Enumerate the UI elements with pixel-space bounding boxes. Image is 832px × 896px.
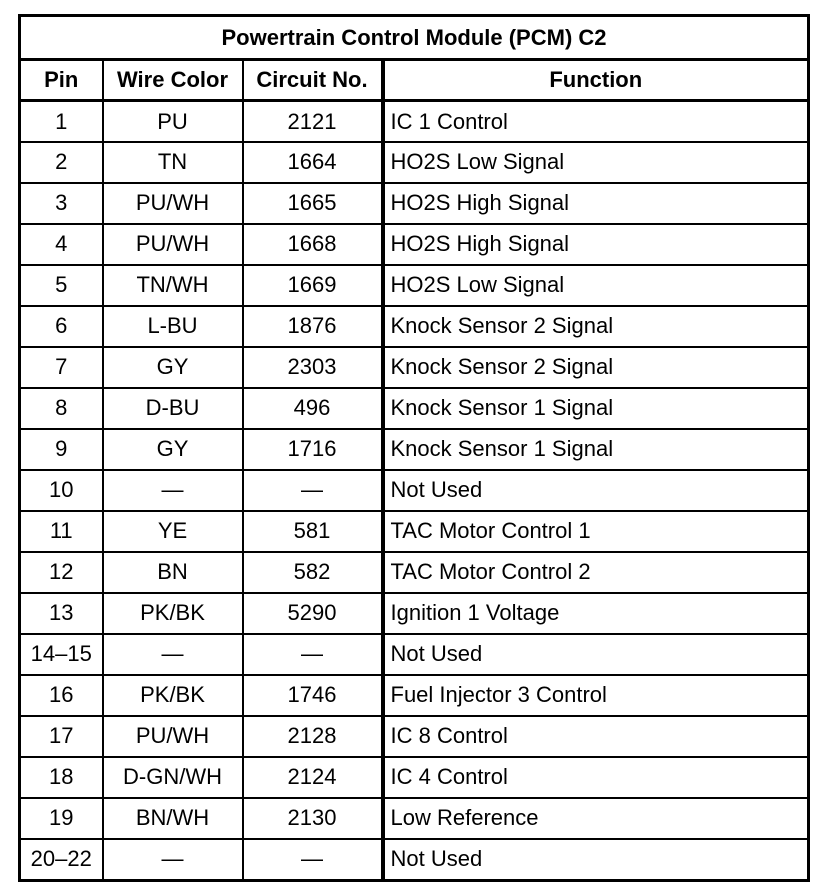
cell-function: HO2S High Signal: [383, 224, 809, 265]
cell-wire-color: PK/BK: [103, 675, 243, 716]
cell-circuit-no: 581: [243, 511, 383, 552]
table-row: [20, 224, 809, 265]
table-row: [20, 675, 809, 716]
cell-function: HO2S Low Signal: [383, 265, 809, 306]
cell-function: HO2S High Signal: [383, 183, 809, 224]
cell-pin: 12: [20, 552, 103, 593]
cell-pin: 20–22: [20, 839, 103, 881]
table-body: [20, 101, 809, 881]
table-row: [20, 265, 809, 306]
cell-circuit-no: 2130: [243, 798, 383, 839]
cell-wire-color: BN/WH: [103, 798, 243, 839]
cell-function: IC 1 Control: [383, 101, 809, 143]
cell-pin: 2: [20, 142, 103, 183]
cell-pin: 6: [20, 306, 103, 347]
header-pin: Pin: [20, 60, 103, 101]
cell-wire-color: PU: [103, 101, 243, 143]
cell-pin: 11: [20, 511, 103, 552]
table-title: Powertrain Control Module (PCM) C2: [20, 16, 809, 60]
table-row: [20, 142, 809, 183]
cell-wire-color: PU/WH: [103, 183, 243, 224]
cell-circuit-no: 2121: [243, 101, 383, 143]
cell-wire-color: PU/WH: [103, 224, 243, 265]
cell-function: Not Used: [383, 839, 809, 881]
cell-circuit-no: 582: [243, 552, 383, 593]
header-circuit-no: Circuit No.: [243, 60, 383, 101]
cell-pin: 17: [20, 716, 103, 757]
cell-wire-color: PK/BK: [103, 593, 243, 634]
table-row: [20, 511, 809, 552]
cell-pin: 3: [20, 183, 103, 224]
cell-pin: 13: [20, 593, 103, 634]
header-function: Function: [383, 60, 809, 101]
cell-function: Fuel Injector 3 Control: [383, 675, 809, 716]
cell-circuit-no: 1669: [243, 265, 383, 306]
cell-wire-color: D-GN/WH: [103, 757, 243, 798]
cell-function: TAC Motor Control 2: [383, 552, 809, 593]
cell-pin: 5: [20, 265, 103, 306]
table-row: [20, 470, 809, 511]
table-row: [20, 101, 809, 143]
cell-circuit-no: 1665: [243, 183, 383, 224]
cell-wire-color: GY: [103, 347, 243, 388]
cell-function: IC 4 Control: [383, 757, 809, 798]
cell-wire-color: L-BU: [103, 306, 243, 347]
cell-wire-color: —: [103, 470, 243, 511]
cell-function: Knock Sensor 1 Signal: [383, 388, 809, 429]
cell-wire-color: BN: [103, 552, 243, 593]
cell-circuit-no: 5290: [243, 593, 383, 634]
header-wire-color: Wire Color: [103, 60, 243, 101]
cell-function: Ignition 1 Voltage: [383, 593, 809, 634]
cell-wire-color: PU/WH: [103, 716, 243, 757]
table-row: [20, 306, 809, 347]
cell-circuit-no: 2128: [243, 716, 383, 757]
cell-wire-color: TN: [103, 142, 243, 183]
table-row: [20, 593, 809, 634]
table-row: [20, 757, 809, 798]
cell-wire-color: TN/WH: [103, 265, 243, 306]
table-row: [20, 798, 809, 839]
cell-function: Knock Sensor 1 Signal: [383, 429, 809, 470]
cell-wire-color: —: [103, 634, 243, 675]
cell-function: Knock Sensor 2 Signal: [383, 306, 809, 347]
cell-function: Not Used: [383, 634, 809, 675]
table-row: [20, 716, 809, 757]
cell-pin: 10: [20, 470, 103, 511]
cell-pin: 16: [20, 675, 103, 716]
cell-circuit-no: 1716: [243, 429, 383, 470]
cell-pin: 1: [20, 101, 103, 143]
table-row: [20, 429, 809, 470]
cell-pin: 8: [20, 388, 103, 429]
cell-circuit-no: —: [243, 839, 383, 881]
table-row: [20, 634, 809, 675]
cell-function: HO2S Low Signal: [383, 142, 809, 183]
cell-circuit-no: 1876: [243, 306, 383, 347]
cell-wire-color: GY: [103, 429, 243, 470]
table-title-row: [20, 16, 809, 60]
table-row: [20, 552, 809, 593]
cell-circuit-no: 1746: [243, 675, 383, 716]
table-row: [20, 183, 809, 224]
pcm-c2-connector-table: [18, 14, 810, 882]
table-row: [20, 347, 809, 388]
cell-circuit-no: 1664: [243, 142, 383, 183]
cell-circuit-no: 1668: [243, 224, 383, 265]
cell-circuit-no: —: [243, 470, 383, 511]
cell-pin: 4: [20, 224, 103, 265]
cell-pin: 19: [20, 798, 103, 839]
column-header-row: [20, 60, 809, 101]
cell-circuit-no: 496: [243, 388, 383, 429]
cell-function: IC 8 Control: [383, 716, 809, 757]
cell-wire-color: D-BU: [103, 388, 243, 429]
pcm-c2-connector-table-container: [18, 14, 810, 882]
cell-circuit-no: 2124: [243, 757, 383, 798]
cell-function: Low Reference: [383, 798, 809, 839]
cell-pin: 9: [20, 429, 103, 470]
cell-pin: 7: [20, 347, 103, 388]
cell-wire-color: —: [103, 839, 243, 881]
cell-wire-color: YE: [103, 511, 243, 552]
cell-function: Not Used: [383, 470, 809, 511]
cell-pin: 14–15: [20, 634, 103, 675]
table-row: [20, 388, 809, 429]
cell-function: TAC Motor Control 1: [383, 511, 809, 552]
cell-pin: 18: [20, 757, 103, 798]
cell-circuit-no: —: [243, 634, 383, 675]
cell-function: Knock Sensor 2 Signal: [383, 347, 809, 388]
table-row: [20, 839, 809, 881]
cell-circuit-no: 2303: [243, 347, 383, 388]
